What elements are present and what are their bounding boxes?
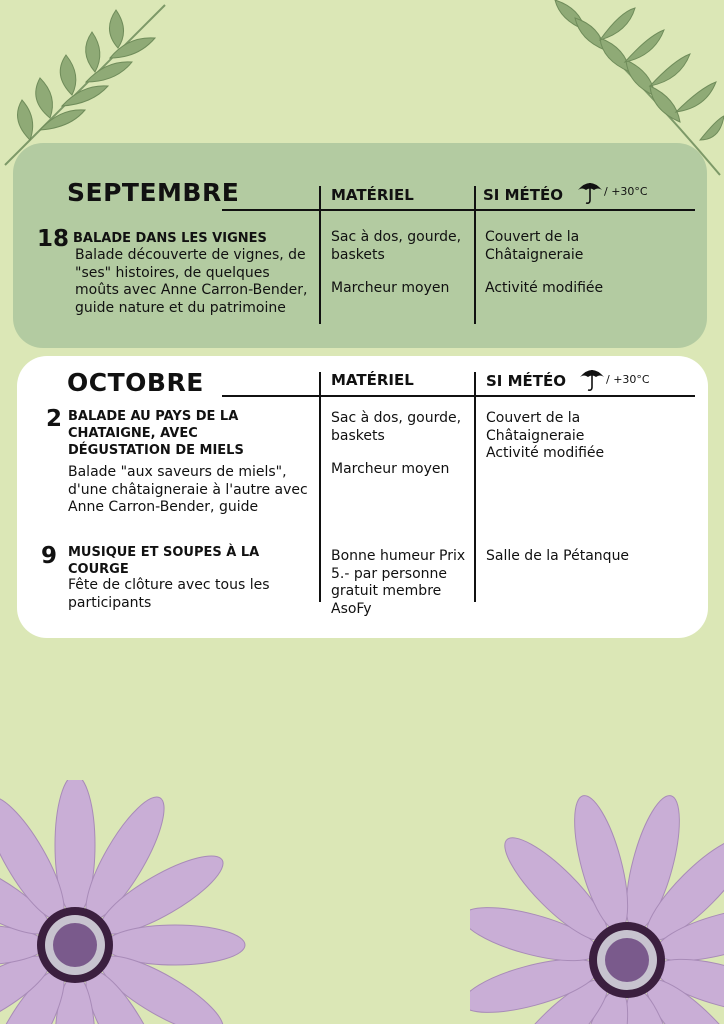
september-event-day: 18 xyxy=(37,226,70,252)
september-month-title: SEPTEMBRE xyxy=(67,178,240,207)
october-event-1-weather: Couvert de la Châtaigneraie Activité modifiée xyxy=(486,410,605,461)
october-col-divider-2 xyxy=(474,372,476,602)
october-weather-suffix: / +30°C xyxy=(606,373,650,386)
september-header-line xyxy=(222,209,695,211)
october-material-header: MATÉRIEL xyxy=(331,371,414,389)
october-weather-header: SI MÉTÉO xyxy=(486,372,567,390)
october-header-line xyxy=(222,395,695,397)
october-month-title: OCTOBRE xyxy=(67,368,204,397)
october-event-2-weather: Salle de la Pétanque xyxy=(486,548,630,564)
september-event-title: BALADE DANS LES VIGNES xyxy=(73,231,267,246)
october-event-2-description: Fête de clôture avec tous les participants xyxy=(68,577,270,611)
october-event-1-material: Sac à dos, gourde, baskets xyxy=(331,410,462,444)
october-event-1-title: BALADE AU PAYS DE LA CHATAIGNE, AVEC DÉGUSTATION DE MIELS xyxy=(68,409,244,458)
september-weather-header: SI MÉTÉO xyxy=(483,186,564,204)
september-material-header: MATÉRIEL xyxy=(331,186,414,204)
september-event-level: Marcheur moyen xyxy=(331,280,450,296)
october-event-2-material: Bonne humeur Prix 5.- par personne gratuit membre AsoFy xyxy=(331,548,466,617)
september-event-weather-plan: Couvert de la Châtaigneraie xyxy=(485,229,584,263)
october-col-divider-1 xyxy=(319,372,321,602)
september-event-material: Sac à dos, gourde, baskets xyxy=(331,229,462,263)
september-col-divider-2 xyxy=(474,186,476,324)
september-event-weather-note: Activité modifiée xyxy=(485,280,604,296)
october-event-2-day: 9 xyxy=(41,543,58,569)
daisy-flower-decoration-right xyxy=(470,785,724,1024)
october-event-1-level: Marcheur moyen xyxy=(331,461,450,477)
september-event-description: Balade découverte de vignes, de "ses" histoires, de quelques moûts avec Anne Carron-Bender, guide nature et du patrimoine xyxy=(75,247,308,316)
umbrella-icon xyxy=(578,365,606,393)
september-weather-suffix: / +30°C xyxy=(604,185,648,198)
october-event-2-title: MUSIQUE ET SOUPES À LA COURGE xyxy=(68,545,260,577)
october-event-1-day: 2 xyxy=(46,406,63,432)
september-col-divider-1 xyxy=(319,186,321,324)
october-event-1-description: Balade "aux saveurs de miels", d'une châtaigneraie à l'autre avec Anne Carron-Bender, guide xyxy=(68,464,308,515)
umbrella-icon xyxy=(576,178,604,206)
daisy-flower-decoration-left xyxy=(0,780,250,1024)
